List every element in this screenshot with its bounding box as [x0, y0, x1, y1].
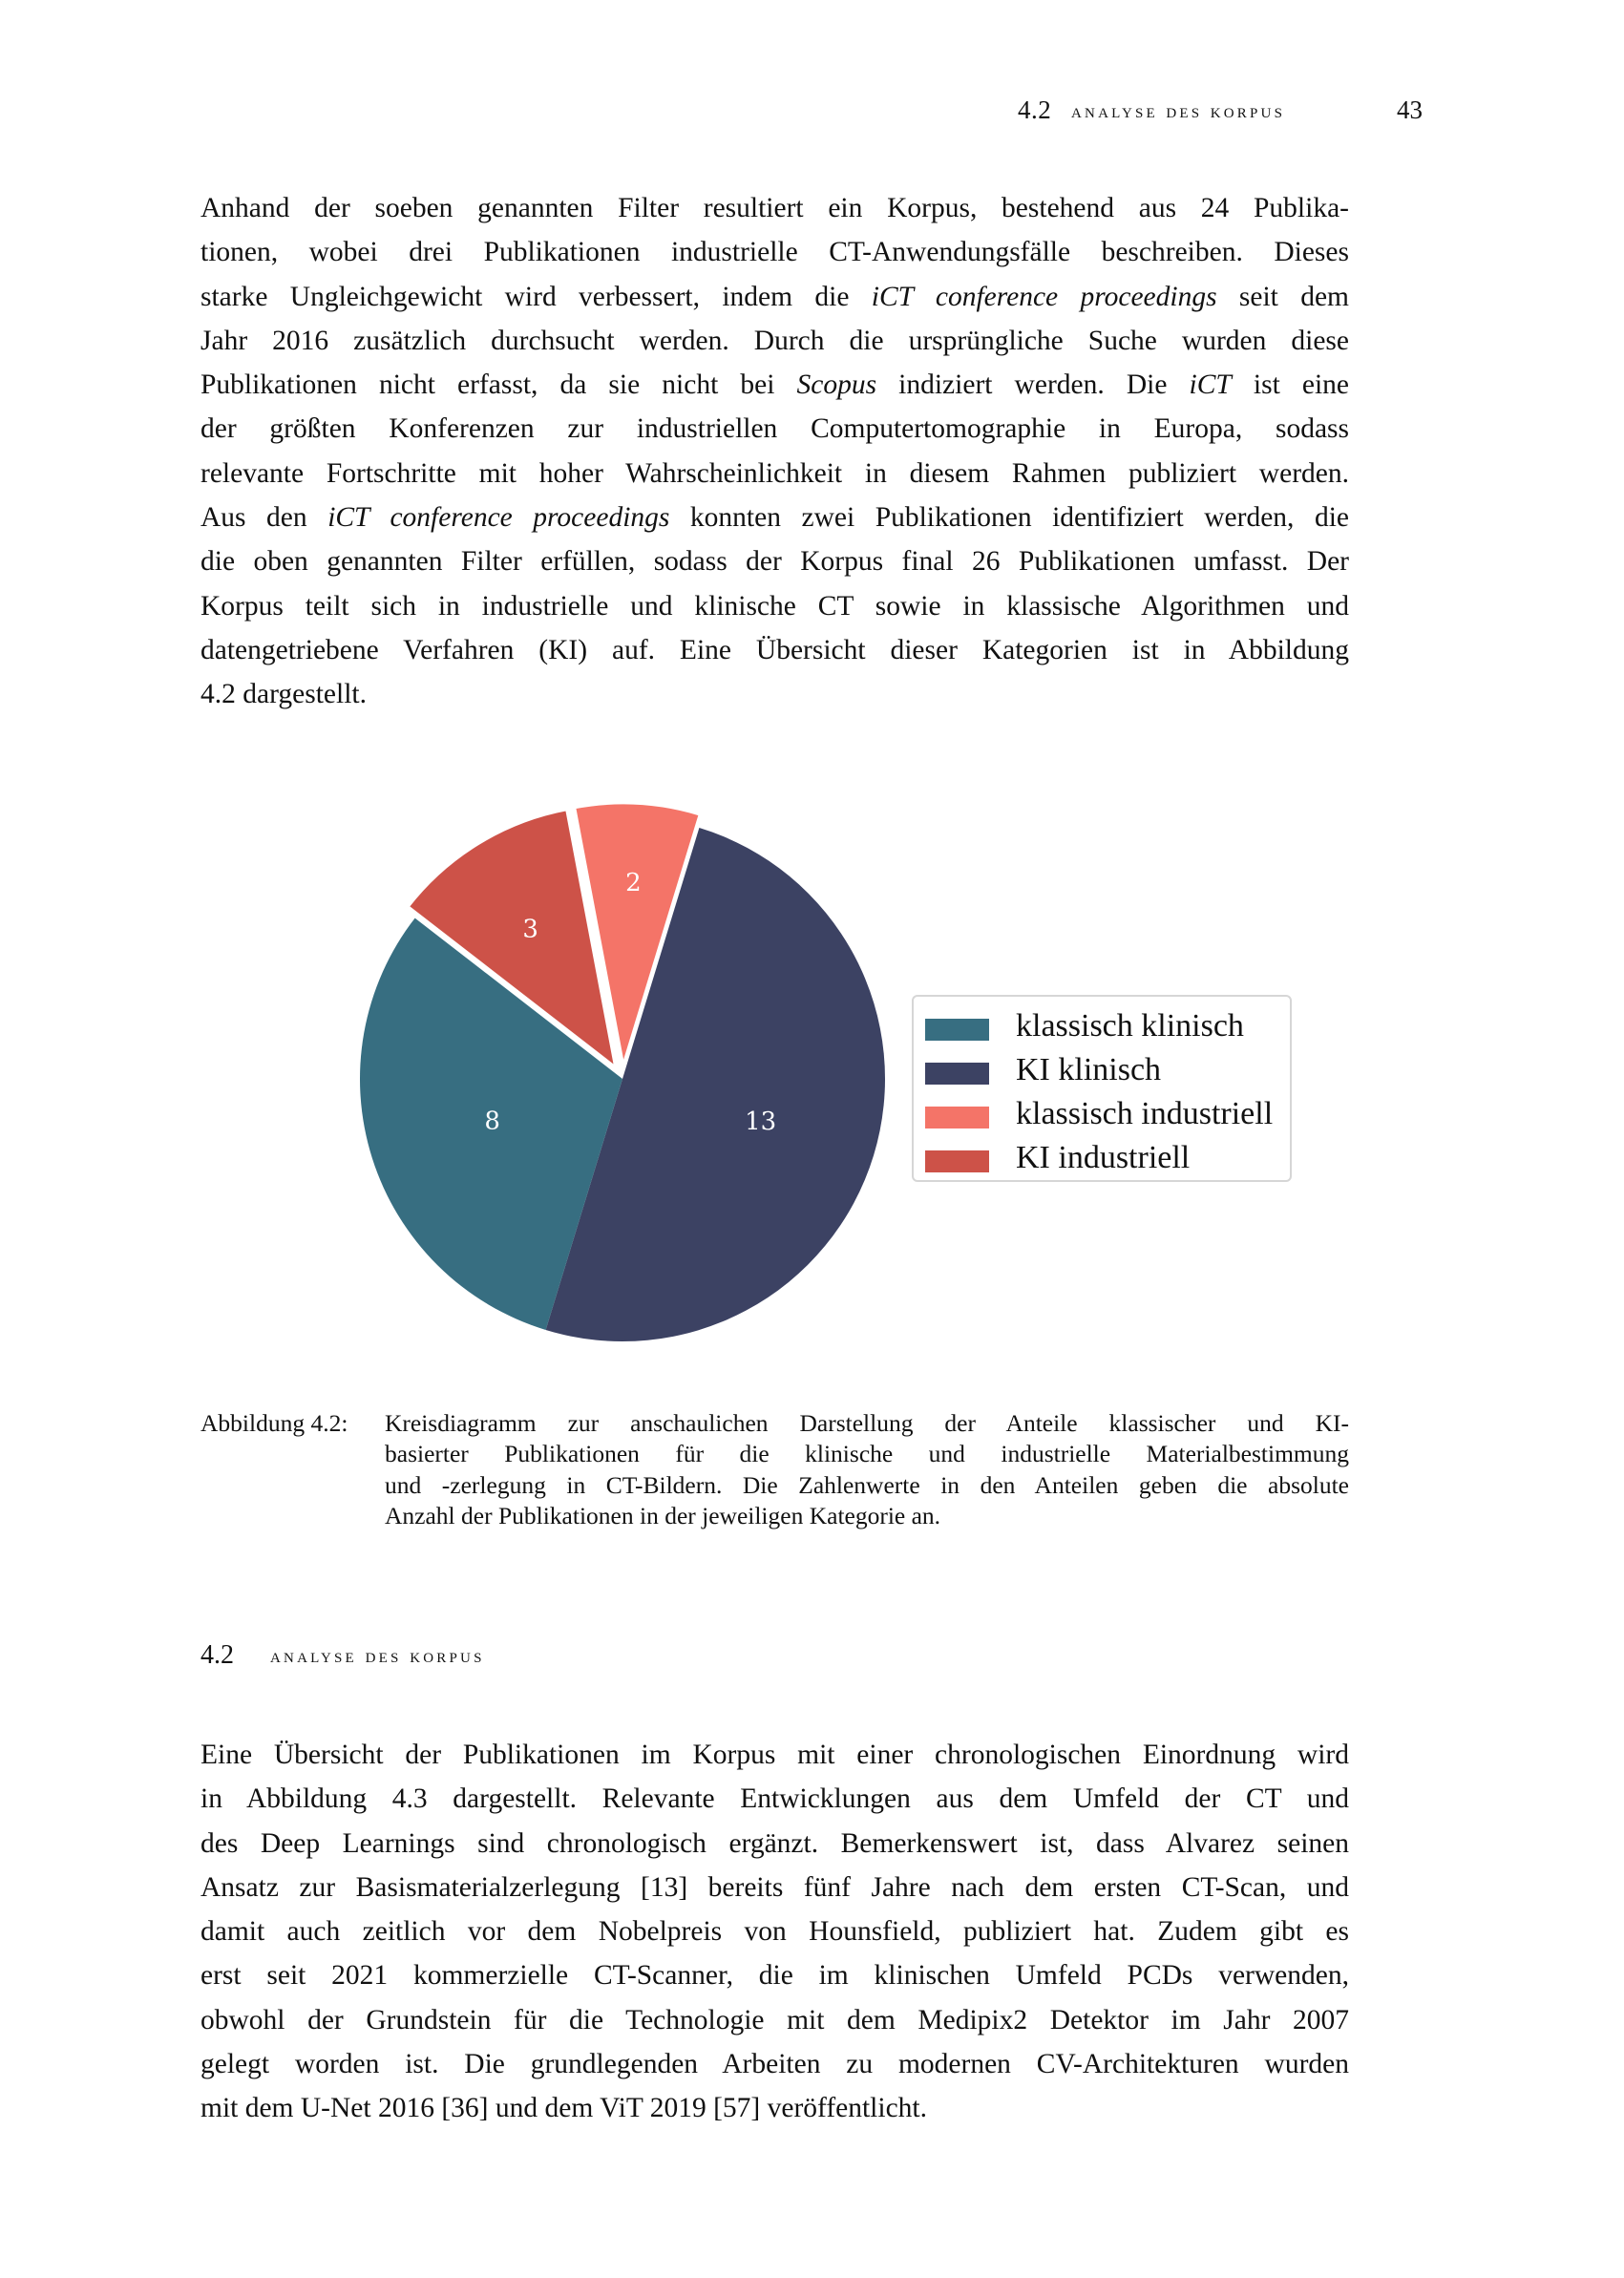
pie-slices — [360, 803, 885, 1341]
legend-swatch-ki-industriell — [925, 1150, 989, 1172]
running-head — [955, 95, 1432, 134]
text-line: Aus den iCT conference proceedings konnten zwei Publikationen identifiziert werden, die — [200, 502, 1349, 534]
section-title: analyse des korpus — [270, 1643, 485, 1667]
legend-swatch-klassisch-klinisch — [925, 1019, 989, 1041]
text-line: Anhand der soeben genannten Filter resultiert ein Korpus, bestehend aus 24 Publika- — [200, 193, 1349, 223]
legend-label: KI industriell — [1016, 1140, 1191, 1175]
legend-label: klassisch klinisch — [1016, 1008, 1244, 1044]
text-line: Kreisdiagramm zur anschaulichen Darstellung der Anteile klassischer und KI- — [385, 1409, 1349, 1437]
legend-item-klassisch-klinisch — [925, 1008, 1288, 1044]
figure-4-2 — [344, 764, 1298, 1356]
text-line: 4.2 dargestellt. — [200, 679, 367, 710]
chart-legend — [912, 995, 1292, 1182]
slice-value-label: 3 — [522, 915, 538, 944]
text-line: des Deep Learnings sind chronologisch ergänzt. Bemerkenswert ist, dass Alvarez seinen — [200, 1827, 1349, 1859]
text-line: Korpus teilt sich in industrielle und klinische CT sowie in klassische Algorithmen und — [200, 590, 1349, 622]
text-line: obwohl der Grundstein für die Technologie mit dem Medipix2 Detektor im Jahr 2007 — [200, 2004, 1349, 2035]
caption-label: Abbildung 4.2: — [200, 1409, 348, 1437]
section-number: 4.2 — [200, 1640, 234, 1670]
text-line: tionen, wobei drei Publikationen industrielle CT-Anwendungsfälle beschreiben. Dieses — [200, 237, 1349, 268]
text-line: erst seit 2021 kommerzielle CT-Scanner, die im klinischen Umfeld PCDs verwenden, — [200, 1960, 1349, 1992]
page-number: 43 — [1397, 95, 1423, 124]
running-head-section-number: 4.2 — [1018, 95, 1052, 124]
text-line: relevante Fortschritte mit hoher Wahrscheinlichkeit in diesem Rahmen publiziert werden. — [200, 457, 1349, 489]
legend-label: KI klinisch — [1016, 1052, 1162, 1087]
text-line: Anzahl der Publikationen in der jeweiligen Kategorie an. — [385, 1501, 941, 1529]
text-line: basierter Publikationen für die klinische und industrielle Materialbestimmung — [385, 1440, 1349, 1468]
text-line: mit dem U-Net 2016 [36] und dem ViT 2019 [57] veröffentlicht. — [200, 2093, 927, 2124]
slice-value-label: 8 — [484, 1107, 500, 1136]
slice-value-label: 2 — [625, 868, 642, 897]
text-line: Eine Übersicht der Publikationen im Korpus mit einer chronologischen Einordnung wird — [200, 1740, 1349, 1770]
legend-swatch-klassisch-industriell — [925, 1107, 989, 1128]
text-line: damit auch zeitlich vor dem Nobelpreis von Hounsfield, publiziert hat. Zudem gibt es — [200, 1916, 1349, 1948]
text-line: Ansatz zur Basismaterialzerlegung [13] bereits fünf Jahre nach dem ersten CT-Scan, und — [200, 1871, 1349, 1903]
paragraph-corpus-overview — [200, 1733, 1349, 2131]
text-line: starke Ungleichgewicht wird verbessert, indem die iCT conference proceedings seit dem — [200, 281, 1349, 312]
legend-item-ki-klinisch — [925, 1052, 1288, 1087]
text-line: der größten Konferenzen zur industriellen Computertomographie in Europa, sodass — [200, 413, 1349, 445]
paragraph-corpus-filter — [200, 186, 1349, 717]
text-line: Publikationen nicht erfasst, da sie nicht bei Scopus indiziert werden. Die iCT ist eine — [200, 369, 1349, 401]
legend-item-klassisch-industriell — [925, 1096, 1288, 1131]
text-line: und -zerlegung in CT-Bildern. Die Zahlenwerte in den Anteilen geben die absolute — [385, 1470, 1349, 1499]
text-line: in Abbildung 4.3 dargestellt. Relevante Entwicklungen aus dem Umfeld der CT und — [200, 1783, 1349, 1815]
text-line: gelegt worden ist. Die grundlegenden Arbeiten zu modernen CV-Architekturen wurden — [200, 2049, 1349, 2080]
legend-label: klassisch industriell — [1016, 1096, 1274, 1131]
legend-swatch-ki-klinisch — [925, 1063, 989, 1085]
caption-text — [385, 1408, 1349, 1531]
text-line: datengetriebene Verfahren (KI) auf. Eine Übersicht dieser Kategorien ist in Abbildung — [200, 634, 1349, 665]
text-line: Jahr 2016 zusätzlich durchsucht werden. Durch die ursprüngliche Suche wurden diese — [200, 325, 1349, 356]
slice-value-label: 13 — [745, 1107, 777, 1137]
legend-item-ki-industriell — [925, 1140, 1288, 1175]
running-head-section-title: analyse des korpus — [1071, 99, 1286, 122]
text-line: die oben genannten Filter erfüllen, sodass der Korpus final 26 Publikationen umfasst. Der — [200, 546, 1349, 578]
